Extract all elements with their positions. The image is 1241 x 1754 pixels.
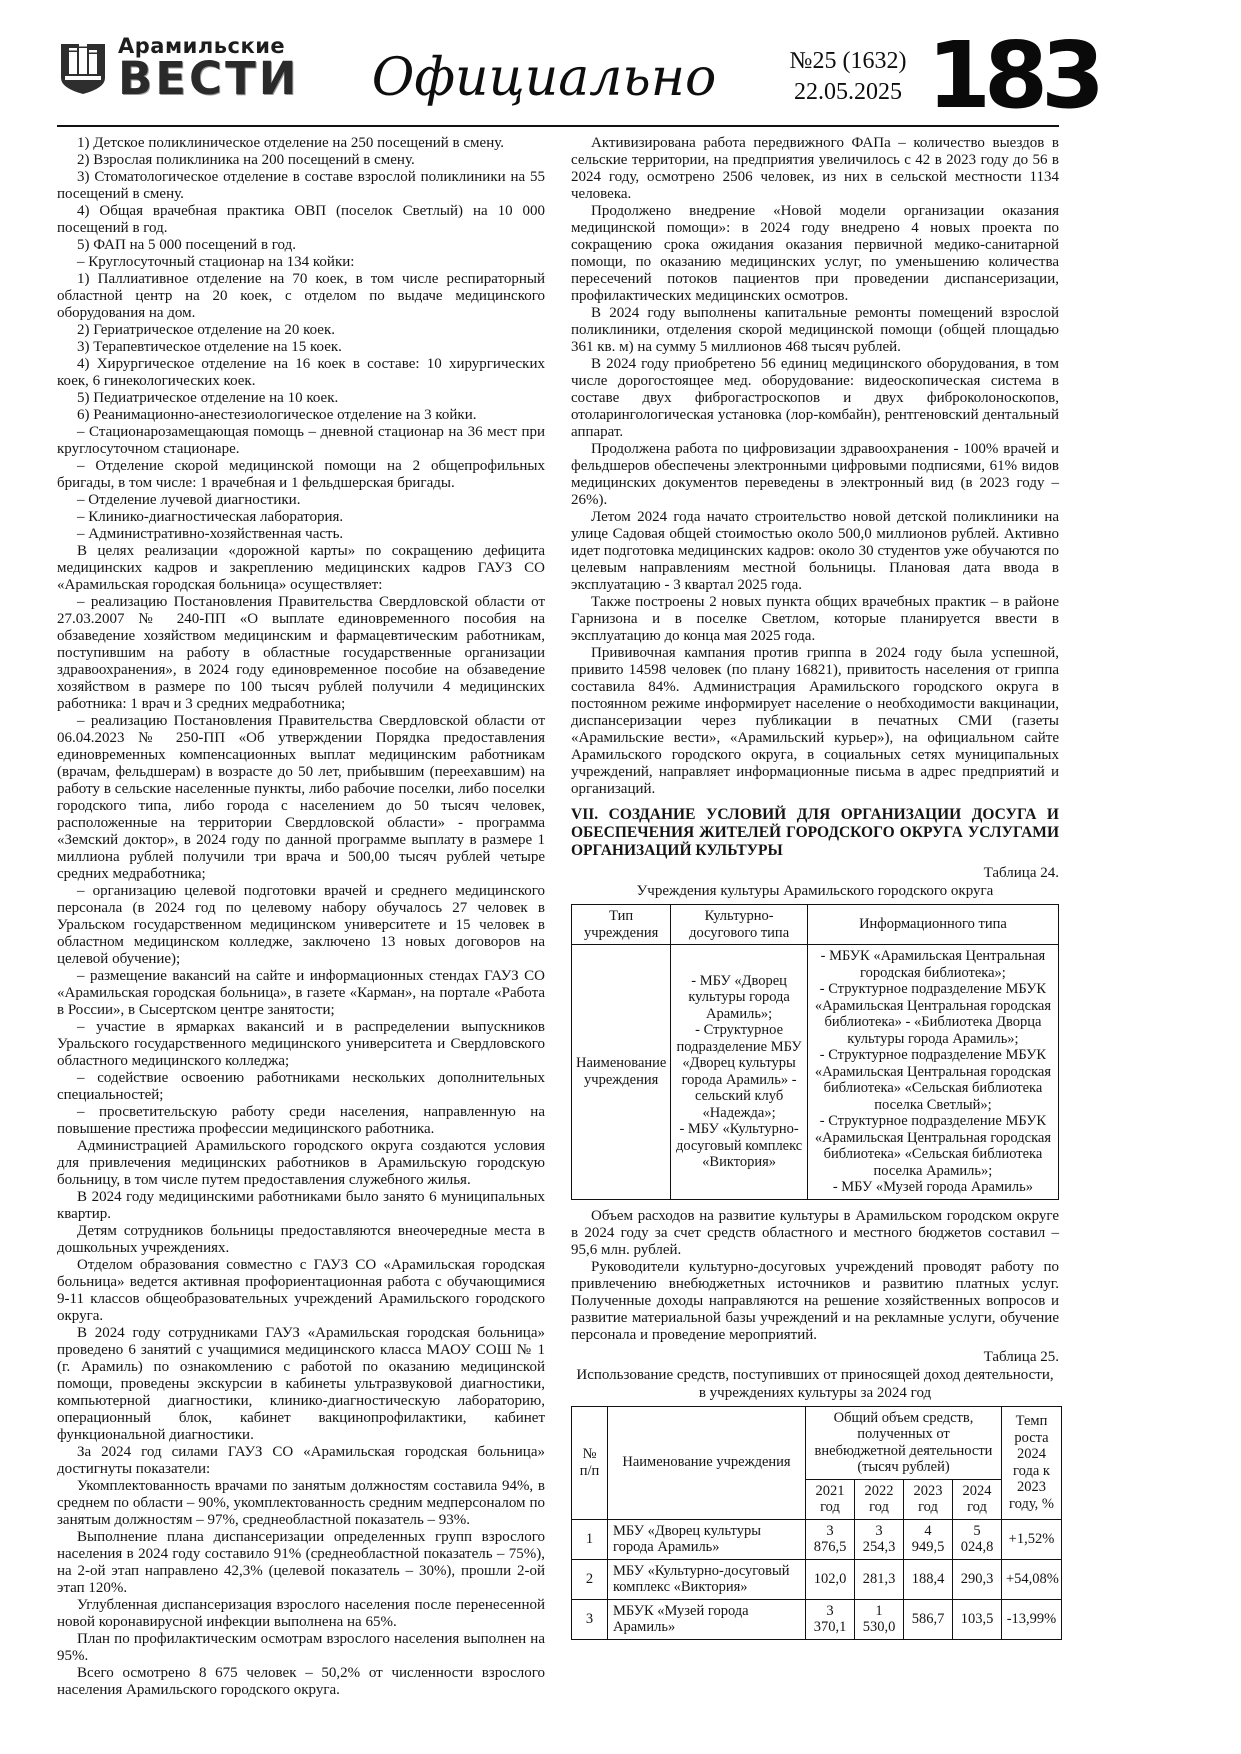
table25-group-header: Общий объем средств, полученных от внебюджетной деятельности (тысяч рублей) <box>806 1406 1002 1479</box>
paragraph: – Административно-хозяйственная часть. <box>77 526 344 542</box>
paragraph: – просветительскую работу среди населения, направленную на повышение престижа профессии медицинского работника. <box>57 1104 545 1137</box>
table25-year-2021: 2021 год <box>806 1479 855 1519</box>
paragraph: Также построены 2 новых пункта общих врачебных практик – в районе Гарнизона и в поселке Светлом, которые планируется ввести в эксплуатацию до конца мая 2025 года. <box>571 594 1059 644</box>
table25-growth-header: Темп роста 2024 года к 2023 году, % <box>1002 1406 1062 1519</box>
institution-item: - Структурное подразделение МБУК «Арамильская Центральная городская библиотека» - «Библиотека Дворца культуры города Арамиль»; <box>814 981 1052 1047</box>
paragraph: Продолжена работа по цифровизации здравоохранения - 100% врачей и фельдшеров обеспечены электронными цифровыми подписями, 61% видов медицинских документов переведены в электронный вид (в 2023 году – 26%). <box>571 441 1059 508</box>
paragraph: В 2024 году приобретено 56 единиц медицинского оборудования, в том числе дорогостоящее мед. оборудование: видеоскопическая система в составе двух фиброгастроскопов и двух фиброколоноскопов, отоларингологическая установка (лор-комбайн), рентгеновский дентальный аппарат. <box>571 356 1059 440</box>
paragraph: – реализацию Постановления Правительства Свердловской области от 06.04.2023 № 250-ПП «Об утверждении Порядка предоставления единовременных компенсационных выплат медицинским работникам (врачам, фельдшерам) в возрасте до 50 лет, прибывшим (переехавшим) на работу в сельские населенные пункты, либо рабочие поселки, либо поселки городского типа, либо города с населением до 50 тысяч человек, расположенные на территории Свердловской области» - программа «Земский доктор», в 2024 году по данной программе выплату в размере 1 миллиона рублей получили три врача и 500,00 тысяч рублей четыре средних медработника; <box>57 713 545 882</box>
header-rule <box>57 125 1059 127</box>
paragraph: – Отделение лучевой диагностики. <box>77 492 301 508</box>
institution-item: - МБУ «Культурно-досуговый комплекс «Виктория» <box>675 1121 803 1171</box>
value-2024-cell: 103,5 <box>953 1599 1002 1639</box>
table24-caption: Учреждения культуры Арамильского городского округа <box>636 883 994 899</box>
paragraph: В 2024 году выполнены капитальные ремонты помещений взрослой поликлиники, отделения скорой медицинской помощи (общей площадью 361 кв. м) на сумму 5 миллионов 468 тысяч рублей. <box>571 305 1059 355</box>
paragraph: Углубленная диспансеризация взрослого населения после перенесенной новой коронавирусной инфекции выполнена на 65%. <box>57 1597 545 1630</box>
paragraph: Объем расходов на развитие культуры в Арамильском городском округе в 2024 году за счет средств областного и местного бюджетов составил – 95,6 млн. рублей. <box>571 1207 1059 1258</box>
table24-row-label: Наименование учреждения <box>572 945 671 1200</box>
paragraph: – Стационарозамещающая помощь – дневной стационар на 36 мест при круглосуточном стационаре. <box>57 424 545 457</box>
table25-num-header: № п/п <box>572 1406 608 1519</box>
issue-date: 22.05.2025 <box>794 79 902 106</box>
value-2022-cell: 281,3 <box>855 1559 904 1599</box>
table25-header-row-1 <box>572 1406 1062 1479</box>
growth-rate-cell: +54,08% <box>1002 1559 1062 1599</box>
paragraph: – размещение вакансий на сайте и информационных стендах ГАУЗ СО «Арамильская городская больница», в газете «Карман», на портале «Работа в России», в Сысертском центре занятости; <box>57 968 545 1018</box>
paragraph: 4) Общая врачебная практика ОВП (поселок Светлый) на 10 000 посещений в год. <box>57 203 545 236</box>
newspaper-logo <box>57 34 319 105</box>
left-column-paragraphs <box>57 135 545 1699</box>
row-number-cell: 3 <box>572 1599 608 1639</box>
section-vii-heading: VII. СОЗДАНИЕ УСЛОВИЙ ДЛЯ ОРГАНИЗАЦИИ ДОСУГА И ОБЕСПЕЧЕНИЯ ЖИТЕЛЕЙ ГОРОДСКОГО ОКРУГА УСЛУГАМИ ОРГАНИЗАЦИЙ КУЛЬТУРЫ <box>571 806 1059 859</box>
value-2021-cell: 3 876,5 <box>806 1519 855 1559</box>
paragraph: – содействие освоению работниками нескольких дополнительных специальностей; <box>57 1070 545 1103</box>
table25-year-2022: 2022 год <box>855 1479 904 1519</box>
table24-header-row <box>572 905 1059 945</box>
paragraph: Администрацией Арамильского городского округа создаются условия для привлечения медицинских работников в Арамильскую городскую больницу, в том числе путем предоставления служебного жилья. <box>57 1138 545 1188</box>
paragraph: – реализацию Постановления Правительства Свердловской области от 27.03.2007 № 240-ПП «О выплате единовременного пособия на обзаведение хозяйством медицинским и фармацевтическим работникам, поступившим на работу в областные государственные организации здравоохранения», в 2024 году единовременное пособие на обзаведение хозяйством в размере по 100 тысяч рублей получили 4 медицинских работника: 1 врач и 3 средних медработника; <box>57 594 545 712</box>
table24-label: Таблица 24. <box>983 865 1059 881</box>
value-2022-cell: 3 254,3 <box>855 1519 904 1559</box>
coat-of-arms-icon <box>57 38 109 96</box>
institution-item: - МБУК «Арамильская Центральная городская библиотека»; <box>820 948 1046 981</box>
table24-col2-header: Культурно-досугового типа <box>671 905 808 945</box>
value-2023-cell: 4 949,5 <box>904 1519 953 1559</box>
value-2023-cell: 586,7 <box>904 1599 953 1639</box>
institution-item: - МБУ «Музей города Арамиль» <box>832 1179 1034 1195</box>
table-row <box>572 1559 1062 1599</box>
paragraph: Укомплектованность врачами по занятым должностям составила 94%, в среднем по области – 90%, укомплектованность средним медперсоналом по занятым должностям – 97%, среднеобластной показатель – 93%. <box>57 1478 545 1528</box>
extrabudgetary-funds-table <box>571 1406 1062 1640</box>
paragraph: – Клинико-диагностическая лаборатория. <box>77 509 344 525</box>
paragraph: В целях реализации «дорожной карты» по сокращению дефицита медицинских кадров и закреплению медицинских кадров ГАУЗ СО «Арамильская городская больница» осуществляет: <box>57 543 545 593</box>
paragraph: 5) Педиатрическое отделение на 10 коек. <box>77 390 339 406</box>
paragraph: – участие в ярмарках вакансий и в распределении выпускников Уральского государственного медицинского университета и Свердловского областного медицинского колледжа; <box>57 1019 545 1069</box>
row-number-cell: 2 <box>572 1559 608 1599</box>
value-2022-cell: 1 530,0 <box>855 1599 904 1639</box>
value-2024-cell: 290,3 <box>953 1559 1002 1599</box>
paragraph: Выполнение плана диспансеризации определенных групп взрослого населения в 2024 году составило 91% (среднеобластной показатель – 75%), на 2-ой этап направлено 42,3% (целевой показатель – 30%), прошли 2-ой этап 120%. <box>57 1529 545 1596</box>
issue-number: №25 (1632) <box>789 48 907 74</box>
paragraph: – Отделение скорой медицинской помощи на 2 общепрофильных бригады, в том числе: 1 врачебная и 1 фельдшерская бригады. <box>57 458 545 491</box>
culture-institutions-table <box>571 904 1059 1200</box>
table24-col3-header: Информационного типа <box>807 905 1058 945</box>
masthead-title-line1: Арамильские <box>118 34 286 58</box>
table25-year-2024: 2024 год <box>953 1479 1002 1519</box>
section-title: Официально <box>371 48 717 108</box>
left-column <box>57 135 545 1699</box>
table-row <box>572 1519 1062 1559</box>
institution-name-cell: МБУ «Дворец культуры города Арамиль» <box>608 1519 806 1559</box>
paragraph: В 2024 году сотрудниками ГАУЗ «Арамильская городская больница» проведено 6 занятий с учащимися медицинского класса МАОУ СОШ № 1 (г. Арамиль) по ознакомлению с работой по оказанию медицинской помощи, проведены экскурсии в кабинеты ультразвуковой диагностики, компьютерной диагностики, клинико-диагностическую лабораторию, операционный блок, кабинет вакцинопрофилактики, кабинет функциональной диагностики. <box>57 1325 545 1443</box>
paragraph: 2) Гериатрическое отделение на 20 коек. <box>77 322 335 338</box>
value-2023-cell: 188,4 <box>904 1559 953 1599</box>
paragraph: За 2024 год силами ГАУЗ СО «Арамильская городская больница» достигнуты показатели: <box>57 1444 545 1477</box>
paragraph: – организацию целевой подготовки врачей и среднего медицинского персонала (в 2024 год по целевому набору обучалось 27 человек в Уральском государственном медицинском университете и 15 человек в областном медицинском колледже, заключено 13 новых договоров на целевой обучение); <box>57 883 545 967</box>
paragraph: Летом 2024 года начато строительство новой детской поликлиники на улице Садовая общей стоимостью около 500,0 миллионов рублей. Активно идет подготовка медицинских кадров: около 30 студентов уже обучаются по целевым направлениям местной больницы. Плановая дата ввода в эксплуатацию - 3 квартал 2025 года. <box>571 509 1059 593</box>
row-number-cell: 1 <box>572 1519 608 1559</box>
table24-informational-list <box>807 945 1058 1200</box>
masthead-title <box>118 34 300 105</box>
institution-item: - Структурное подразделение МБУК «Арамильская Центральная городская библиотека» «Сельская библиотека поселка Светлый»; <box>814 1047 1052 1113</box>
paragraph: 3) Терапевтическое отделение на 15 коек. <box>77 339 342 355</box>
page-content <box>57 22 1099 1699</box>
paragraph: План по профилактическим осмотрам взрослого населения выполнен на 95%. <box>57 1631 545 1664</box>
table24-cultural-list <box>671 945 808 1200</box>
growth-rate-cell: -13,99% <box>1002 1599 1062 1639</box>
paragraph: Руководители культурно-досуговых учреждений проводят работу по привлечению внебюджетных источников и развитию платных услуг. Полученные доходы направляются на решение хозяйственных вопросов и развитие материальной базы учреждений и на рекламные услуги, обучение персонала и проведение мероприятий. <box>571 1258 1059 1343</box>
page-number: 183 <box>927 22 1099 129</box>
institution-item: - МБУ «Дворец культуры города Арамиль»; <box>688 972 790 1022</box>
paragraph: Отделом образования совместно с ГАУЗ СО «Арамильская городская больница» ведется активная профориентационная работа с обучающимися 9-11 классов общеобразовательных учреждений Арамильского городского округа. <box>57 1257 545 1324</box>
table25-caption-line2: в учреждениях культуры за 2024 год <box>698 1384 932 1401</box>
institution-name-cell: МБУ «Культурно-досуговый комплекс «Виктория» <box>608 1559 806 1599</box>
table-row <box>572 1599 1062 1639</box>
paragraph: 2) Взрослая поликлиника на 200 посещений в смену. <box>77 152 415 168</box>
value-2021-cell: 102,0 <box>806 1559 855 1599</box>
masthead <box>57 22 1099 129</box>
table25-name-header: Наименование учреждения <box>608 1406 806 1519</box>
paragraph: Всего осмотрено 8 675 человек – 50,2% от численности взрослого населения Арамильского городского округа. <box>57 1665 545 1698</box>
article-columns <box>57 135 1059 1699</box>
growth-rate-cell: +1,52% <box>1002 1519 1062 1559</box>
institution-name-cell: МБУК «Музей города Арамиль» <box>608 1599 806 1639</box>
paragraph: 6) Реанимационно-анестезиологическое отделение на 3 койки. <box>77 407 477 423</box>
right-column-paragraphs-mid <box>571 1208 1059 1344</box>
value-2021-cell: 3 370,1 <box>806 1599 855 1639</box>
paragraph: – Круглосуточный стационар на 134 койки: <box>77 254 355 270</box>
paragraph: 1) Паллиативное отделение на 70 коек, в том числе респираторный областной центр на 20 коек, с отделом по выдаче медицинского оборудования на дом. <box>57 271 545 321</box>
institution-item: - Структурное подразделение МБУК «Арамильская Центральная городская библиотека» «Сельская библиотека поселка Арамиль»; <box>814 1113 1052 1179</box>
paragraph: 1) Детское поликлиническое отделение на 250 посещений в смену. <box>77 135 504 151</box>
right-column-paragraphs-top <box>571 135 1059 798</box>
issue-info <box>769 34 927 108</box>
paragraph: Продолжено внедрение «Новой модели организации оказания медицинской помощи»: в 2024 году внедрено 4 новых проекта по сокращению срока ожидания оказания первичной медико-санитарной помощи, по оказанию медицинских услуг, по уменьшению количества пересечений потоков пациентов при проведении диспансеризации, профилактических медицинских осмотров. <box>571 203 1059 304</box>
right-column <box>571 135 1059 1699</box>
value-2024-cell: 5 024,8 <box>953 1519 1002 1559</box>
table24-body-row <box>572 945 1059 1200</box>
paragraph: Детям сотрудников больницы предоставляются внеочередные места в дошкольных учреждениях. <box>57 1223 545 1256</box>
table24-col1-header: Тип учреждения <box>572 905 671 945</box>
table25-label: Таблица 25. <box>983 1348 1059 1365</box>
masthead-title-line2: ВЕСТИ <box>118 52 300 105</box>
table25-caption-line1: Использование средств, поступивших от приносящей доход деятельности, <box>576 1366 1054 1383</box>
paragraph: 5) ФАП на 5 000 посещений в год. <box>77 237 297 253</box>
table25-year-2023: 2023 год <box>904 1479 953 1519</box>
paragraph: 4) Хирургическое отделение на 16 коек в составе: 10 хирургических коек, 6 гинекологических коек. <box>57 356 545 389</box>
table25-body <box>572 1519 1062 1639</box>
institution-item: - Структурное подразделение МБУ «Дворец культуры города Арамиль» - сельский клуб «Надежда»; <box>676 1022 802 1121</box>
paragraph: В 2024 году медицинскими работниками было занято 6 муниципальных квартир. <box>57 1189 545 1222</box>
paragraph: 3) Стоматологическое отделение в составе взрослой поликлиники на 55 посещений в смену. <box>57 169 545 202</box>
paragraph: Активизирована работа передвижного ФАПа – количество выездов в сельские территории, на предприятия увеличилось с 42 в 2023 году до 56 в 2024 году, осмотрено 2506 человек, из них в сельской местности 1134 человека. <box>571 135 1059 202</box>
paragraph: Прививочная кампания против гриппа в 2024 году была успешной, привито 14598 человек (по плану 16821), привитость населения от гриппа составила 84%. Администрация Арамильского городского округа в постоянном режиме информирует население о необходимости вакцинации, диспансеризации через публикации в печатных СМИ (газеты «Арамильские вести», «Арамильский курьер»), на официальном сайте Арамильского городского округа, в социальных сетях муниципальных учреждений, направляет информационные письма в адрес предприятий и организаций. <box>571 645 1059 797</box>
